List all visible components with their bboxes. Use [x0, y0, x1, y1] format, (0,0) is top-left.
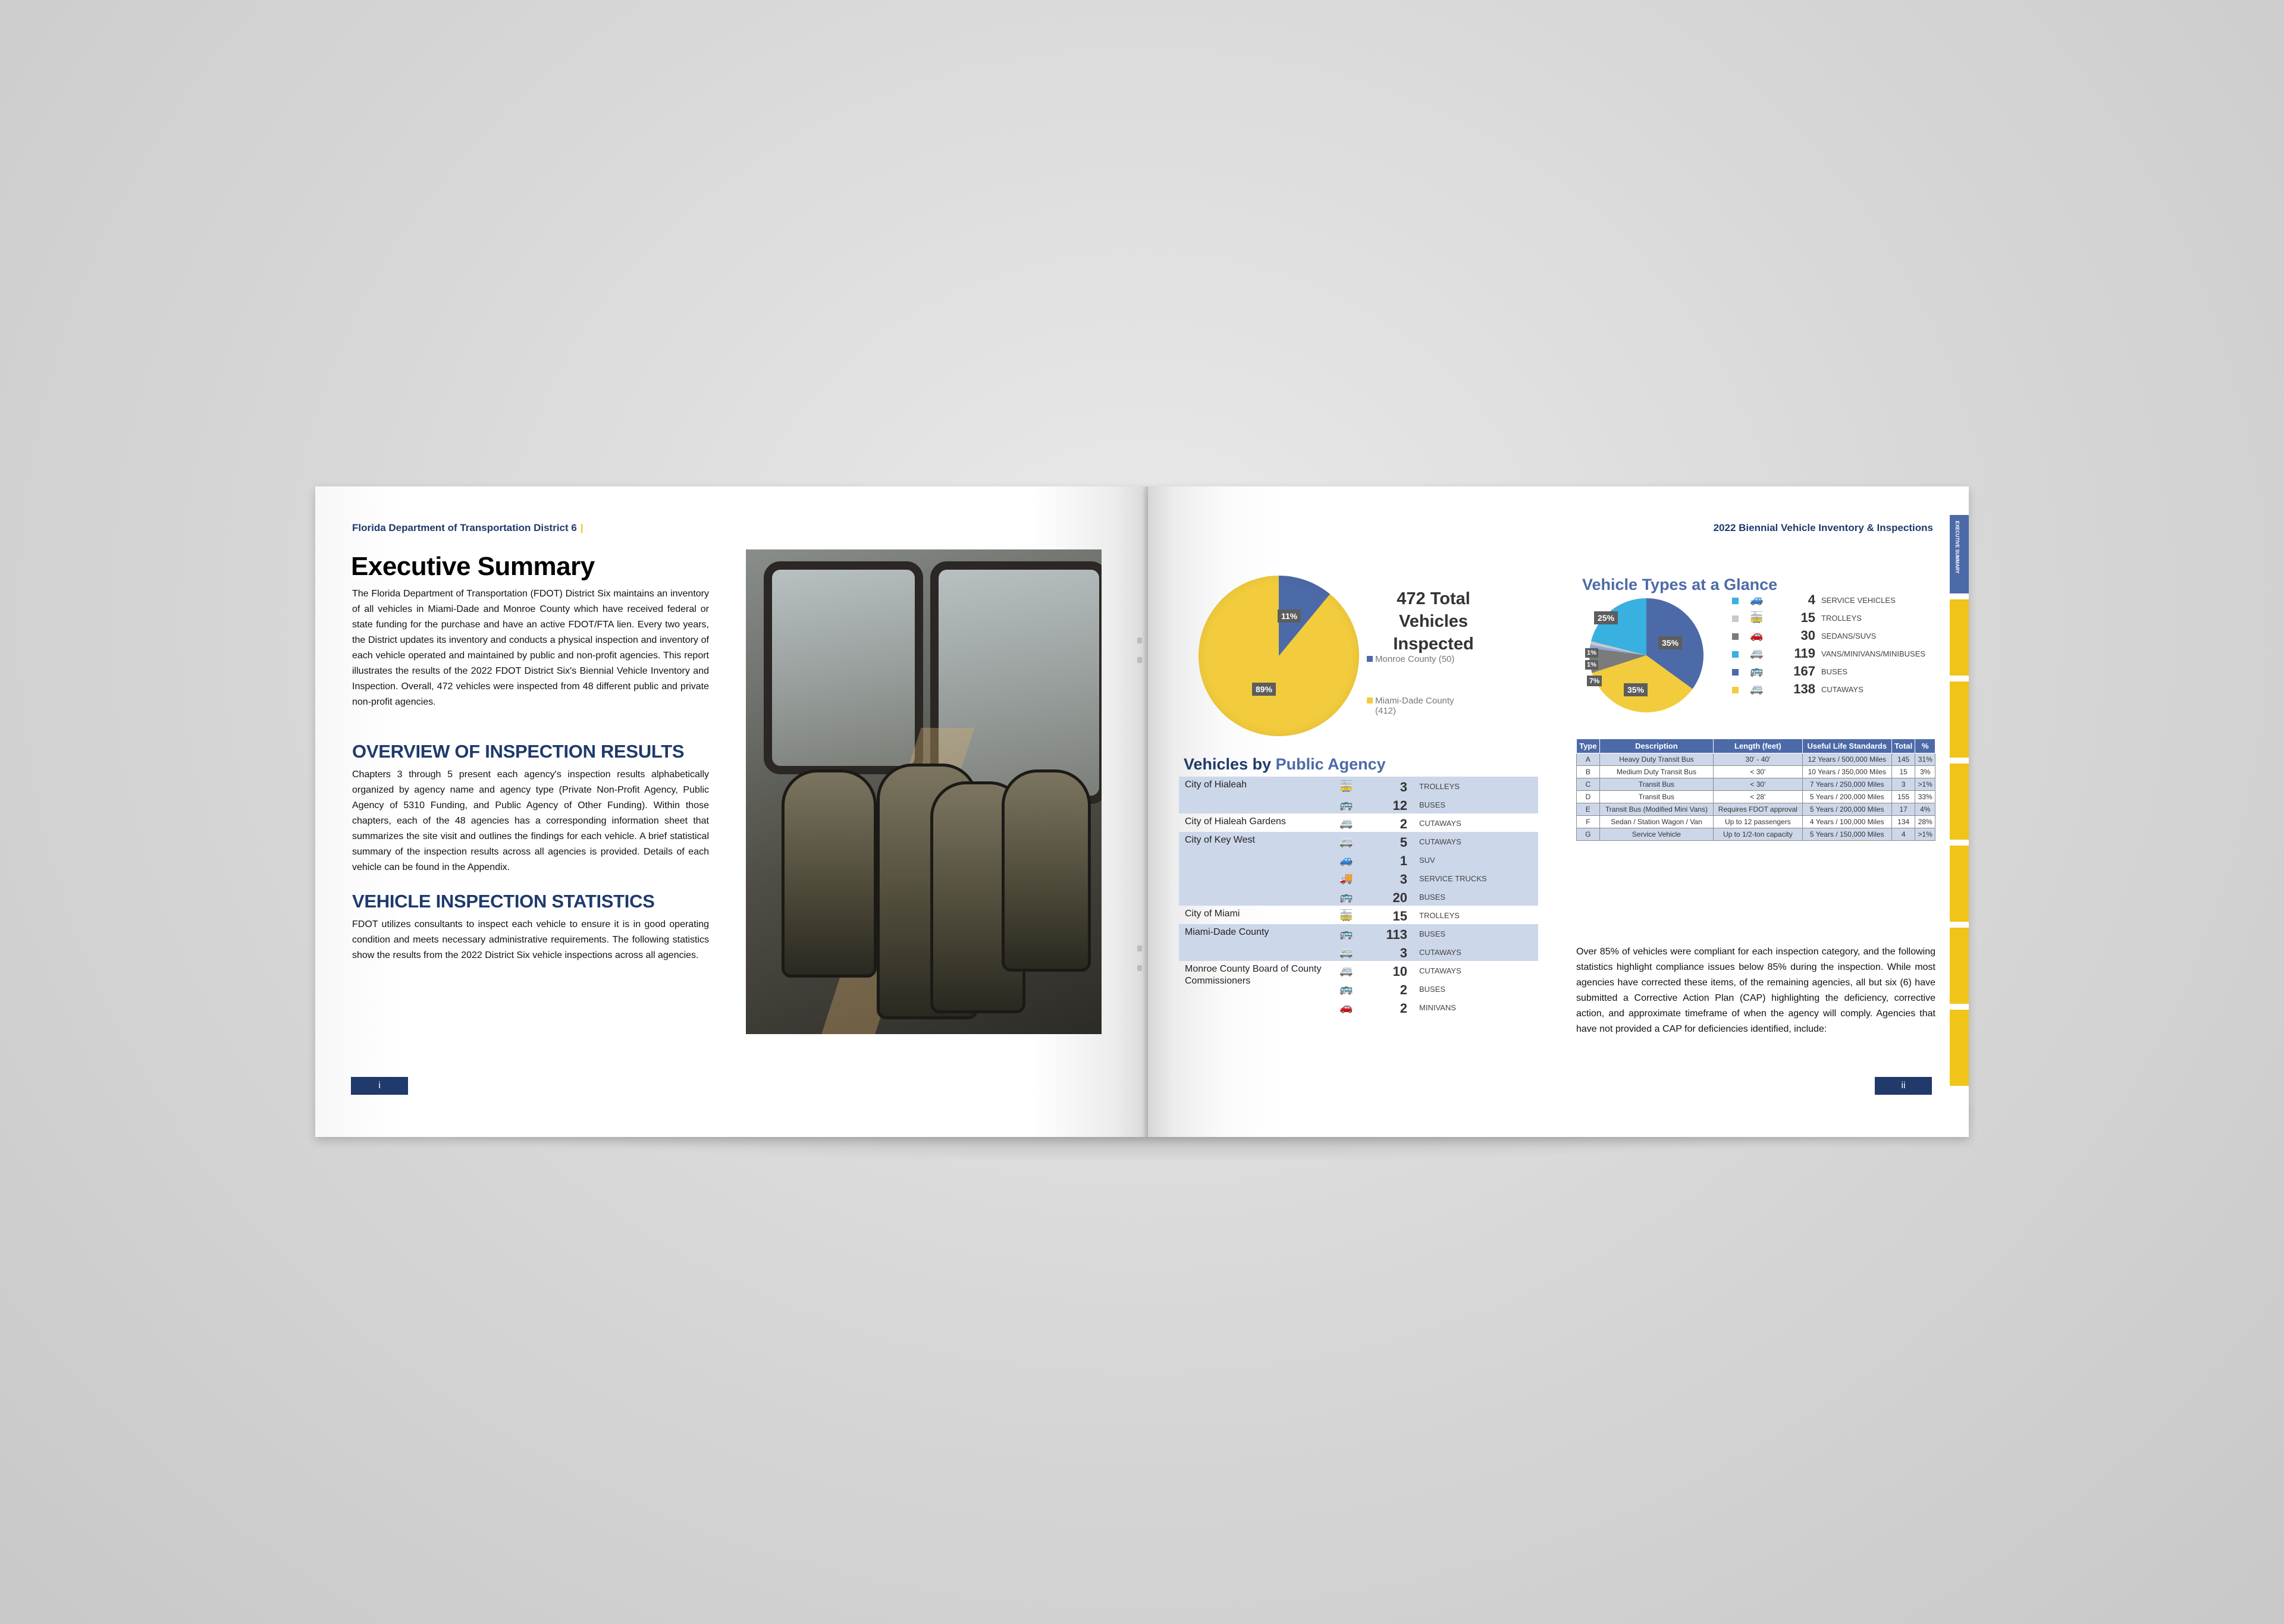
vehicle-type: SERVICE TRUCKS	[1419, 874, 1487, 883]
legend-swatch	[1367, 656, 1373, 662]
agency-vehicle-line	[1339, 887, 1538, 906]
vehicle-type: MINIVANS	[1419, 1003, 1456, 1012]
pie-label-service: 25%	[1594, 611, 1618, 624]
table-cell: D	[1577, 791, 1600, 803]
vehicle-type-label: SERVICE VEHICLES	[1821, 596, 1896, 605]
vehicle-type-legend-item	[1732, 646, 1958, 664]
table-cell: Medium Duty Transit Bus	[1599, 766, 1713, 778]
table-header-row	[1577, 739, 1935, 753]
legend-miami-count: (412)	[1375, 706, 1397, 716]
table-cell: 145	[1891, 753, 1915, 766]
compliance-paragraph: Over 85% of vehicles were compliant for each inspection category, and the following statistics highlight compliance issues below 85% during the inspection. While most agencies have corrected these items, of the remaining agencies, all but six (6) have submitted a Corrective Action Plan (CAP) highlighting the deficiency, corrective action, and approximate timeframe of when the agency will comply. Agencies that have not provided a CAP for deficiencies identified, include:	[1576, 947, 1935, 1034]
table-cell: 3%	[1915, 766, 1935, 778]
total-title-line1: 472 Total Vehicles	[1397, 589, 1470, 631]
vehicle-count: 3	[1400, 872, 1407, 887]
table-cell: Transit Bus (Modified Mini Vans)	[1599, 803, 1713, 816]
table-cell: 7 Years / 250,000 Miles	[1802, 778, 1891, 791]
vehicle-count: 20	[1392, 890, 1407, 905]
trolley-icon: 🚋	[1750, 611, 1764, 623]
table-cell: 15	[1891, 766, 1915, 778]
table-cell: 10 Years / 350,000 Miles	[1802, 766, 1891, 778]
legend-monroe-label: Monroe County (50)	[1375, 654, 1455, 664]
legend-monroe	[1367, 654, 1454, 664]
table-cell: 5 Years / 200,000 Miles	[1802, 791, 1891, 803]
useful-life-table	[1576, 739, 1935, 841]
vehicle-count: 2	[1400, 1001, 1407, 1016]
table-cell: A	[1577, 753, 1600, 766]
table-cell: Transit Bus	[1599, 778, 1713, 791]
vehicle-type-legend-item	[1732, 681, 1958, 699]
tab-executive-summary[interactable]	[1950, 515, 1969, 593]
legend-swatch	[1732, 615, 1739, 622]
intro-paragraph: The Florida Department of Transportation (FDOT) District Six maintains an inventory of all vehicles in Miami-Dade and Monroe County which have received federal or state funding for the purchase and have an active FDOT/FTA lien. Every two years, the District updates its inventory and conducts a physical inspection and inventory of each vehicle operated and maintained by public and non-profit agencies. This report illustrates the results of the 2022 FDOT District Six's Biennial Vehicle Inventory and Inspection. Overall, 472 vehicles were inspected from 48 different public and private non-profit agencies.	[352, 589, 709, 707]
vehicle-type-legend-item	[1732, 592, 1958, 610]
agency-row	[1179, 906, 1538, 924]
table-cell: 4	[1891, 828, 1915, 841]
sedan-icon: 🚗	[1750, 629, 1764, 641]
table-row	[1577, 816, 1935, 828]
table-cell: < 30'	[1714, 778, 1803, 791]
agency-vehicle-line	[1339, 906, 1538, 924]
cutaway-icon: 🚐	[1339, 965, 1353, 976]
county-pie-chart	[1199, 576, 1359, 736]
photo-window-left	[764, 561, 923, 774]
table-row	[1577, 803, 1935, 816]
agency-vehicle-line	[1339, 998, 1538, 1016]
table-cell: 33%	[1915, 791, 1935, 803]
bus-icon: 🚌	[1339, 983, 1353, 995]
vehicle-type: SUV	[1419, 856, 1435, 865]
legend-swatch	[1732, 687, 1739, 693]
vehicle-count: 3	[1400, 945, 1407, 960]
table-row	[1577, 828, 1935, 841]
agency-row	[1179, 961, 1538, 1016]
bus-icon: 🚌	[1339, 799, 1353, 811]
agency-row	[1179, 813, 1538, 832]
van-icon: 🚐	[1750, 647, 1764, 659]
left-page	[315, 486, 1148, 1137]
table-row	[1577, 753, 1935, 766]
vehicle-type-label: BUSES	[1821, 667, 1848, 676]
agency-vehicle-line	[1339, 869, 1538, 887]
table-cell: 17	[1891, 803, 1915, 816]
chapter-tab[interactable]	[1950, 764, 1969, 840]
agency-vehicle-line	[1339, 961, 1538, 979]
table-cell: Up to 12 passengers	[1714, 816, 1803, 828]
vehicle-type-label: SEDANS/SUVS	[1821, 632, 1877, 640]
legend-swatch	[1732, 598, 1739, 604]
table-cell: 5 Years / 200,000 Miles	[1802, 803, 1891, 816]
vehicle-type: CUTAWAYS	[1419, 837, 1461, 846]
total-vehicles-title	[1362, 588, 1505, 655]
agency-name: City of Key West	[1185, 835, 1255, 845]
table-cell: Heavy Duty Transit Bus	[1599, 753, 1713, 766]
vehicle-count: 3	[1400, 780, 1407, 794]
vpa-title-part1: Vehicles by	[1184, 755, 1276, 773]
table-cell: >1%	[1915, 828, 1935, 841]
table-header-cell: %	[1915, 739, 1935, 753]
table-cell: < 30'	[1714, 766, 1803, 778]
tab-executive-summary-label: EXECUTIVE SUMMARY	[1954, 521, 1960, 574]
table-header-cell: Useful Life Standards	[1802, 739, 1891, 753]
table-cell: C	[1577, 778, 1600, 791]
vehicle-type: CUTAWAYS	[1419, 966, 1461, 975]
right-running-header: 2022 Biennial Vehicle Inventory & Inspections	[1713, 522, 1933, 533]
page-number-right: ii	[1875, 1077, 1932, 1095]
suv-icon: 🚙	[1339, 854, 1353, 866]
agency-row	[1179, 777, 1538, 813]
agency-vehicle-line	[1339, 924, 1538, 943]
page-title: Executive Summary	[351, 552, 595, 581]
table-cell: < 28'	[1714, 791, 1803, 803]
pie-label-cutaways: 35%	[1624, 683, 1648, 696]
table-cell: Sedan / Station Wagon / Van	[1599, 816, 1713, 828]
vehicle-type-count: 167	[1793, 664, 1815, 679]
agency-vehicle-line	[1339, 943, 1538, 961]
agency-name: Miami-Dade County	[1185, 927, 1269, 937]
vehicle-type: CUTAWAYS	[1419, 948, 1461, 957]
pie-label-monroe: 11%	[1278, 610, 1301, 623]
left-header-text: Florida Department of Transportation District 6	[352, 522, 577, 533]
chapter-tab[interactable]	[1950, 928, 1969, 1004]
service-vehicle-icon: 🚙	[1750, 593, 1764, 605]
vehicle-count: 2	[1400, 816, 1407, 831]
legend-swatch	[1732, 633, 1739, 640]
agency-vehicle-line	[1339, 979, 1538, 998]
vehicle-types-title: Vehicle Types at a Glance	[1582, 576, 1778, 593]
vehicle-type: BUSES	[1419, 929, 1446, 938]
legend-swatch	[1367, 698, 1373, 703]
vehicle-count: 2	[1400, 982, 1407, 997]
photo-seat	[1002, 769, 1091, 972]
service-truck-icon: 🚚	[1339, 872, 1353, 884]
photo-seat	[782, 769, 877, 978]
vehicle-count: 15	[1392, 909, 1407, 923]
section-heading-statistics: VEHICLE INSPECTION STATISTICS	[352, 891, 655, 912]
pie-label-sedans: 7%	[1587, 676, 1602, 686]
agency-name: Monroe County Board of County Commissioners	[1185, 964, 1322, 986]
table-cell: 155	[1891, 791, 1915, 803]
vehicle-type: BUSES	[1419, 985, 1446, 994]
table-cell: Service Vehicle	[1599, 828, 1713, 841]
table-cell: 134	[1891, 816, 1915, 828]
trolley-icon: 🚋	[1339, 780, 1353, 792]
table-cell: 4 Years / 100,000 Miles	[1802, 816, 1891, 828]
legend-swatch	[1732, 669, 1739, 676]
vehicles-by-agency-list	[1179, 777, 1538, 1016]
vehicle-count: 113	[1386, 927, 1407, 942]
staple	[1137, 657, 1142, 663]
vehicle-type: TROLLEYS	[1419, 911, 1460, 920]
bus-icon: 🚌	[1339, 928, 1353, 940]
cutaway-icon: 🚐	[1750, 683, 1764, 695]
header-divider: |	[580, 522, 583, 533]
table-cell: F	[1577, 816, 1600, 828]
agency-row	[1179, 924, 1538, 961]
pie-label-miami: 89%	[1252, 683, 1276, 696]
agency-name: City of Hialeah	[1185, 780, 1247, 790]
agency-name: City of Hialeah Gardens	[1185, 816, 1286, 827]
vehicle-type: TROLLEYS	[1419, 782, 1460, 791]
vehicle-type-label: CUTAWAYS	[1821, 685, 1863, 694]
agency-vehicle-line	[1339, 850, 1538, 869]
vehicle-type-label: VANS/MINIVANS/MINIBUSES	[1821, 649, 1926, 658]
table-cell: 5 Years / 150,000 Miles	[1802, 828, 1891, 841]
agency-vehicle-line	[1339, 795, 1538, 813]
table-cell: 31%	[1915, 753, 1935, 766]
pie-label-small: 1%	[1585, 660, 1598, 670]
table-cell: >1%	[1915, 778, 1935, 791]
vehicle-type-count: 119	[1794, 646, 1815, 661]
vehicle-type-legend-item	[1732, 610, 1958, 628]
table-cell: 28%	[1915, 816, 1935, 828]
table-cell: G	[1577, 828, 1600, 841]
vehicle-type-label: TROLLEYS	[1821, 614, 1862, 623]
staple	[1137, 637, 1142, 643]
staple	[1137, 945, 1142, 951]
agency-vehicle-line	[1339, 813, 1538, 832]
table-cell: 30' - 40'	[1714, 753, 1803, 766]
vpa-title-part2: Public Agency	[1275, 755, 1386, 773]
vehicle-type: BUSES	[1419, 893, 1446, 901]
pie-label-buses: 35%	[1658, 636, 1682, 649]
legend-miami-label: Miami-Dade County	[1375, 696, 1454, 706]
statistics-paragraph: FDOT utilizes consultants to inspect each vehicle to ensure it is in good operating condition and meets necessary administrative requirements. The following statistics show the results from the 2022 District Six vehicle inspections across all agencies.	[352, 919, 709, 960]
section-heading-overview: OVERVIEW OF INSPECTION RESULTS	[352, 741, 685, 762]
vehicle-type-count: 15	[1800, 610, 1815, 625]
table-cell: Requires FDOT approval	[1714, 803, 1803, 816]
table-cell: E	[1577, 803, 1600, 816]
agency-row	[1179, 832, 1538, 906]
bus-icon: 🚌	[1750, 665, 1764, 677]
chapter-tab[interactable]	[1950, 1010, 1969, 1086]
agency-vehicle-line	[1339, 777, 1538, 795]
table-header-cell: Type	[1577, 739, 1600, 753]
table-header-cell: Length (feet)	[1714, 739, 1803, 753]
table-cell: B	[1577, 766, 1600, 778]
vehicle-count: 10	[1392, 964, 1407, 979]
vehicle-type-legend-item	[1732, 664, 1958, 681]
vehicle-count: 12	[1392, 798, 1407, 813]
vehicles-by-agency-title	[1184, 755, 1386, 774]
table-row	[1577, 778, 1935, 791]
legend-swatch	[1732, 651, 1739, 658]
table-body	[1577, 753, 1935, 841]
table-cell: 3	[1891, 778, 1915, 791]
right-page	[1148, 486, 1969, 1137]
table-cell: Up to 1/2-ton capacity	[1714, 828, 1803, 841]
agency-name: City of Miami	[1185, 909, 1240, 919]
vehicle-count: 5	[1400, 835, 1407, 850]
trolley-icon: 🚋	[1339, 909, 1353, 921]
left-running-header	[352, 522, 583, 534]
cutaway-icon: 🚐	[1339, 835, 1353, 847]
table-row	[1577, 791, 1935, 803]
vehicle-count: 1	[1400, 853, 1407, 868]
table-cell: 4%	[1915, 803, 1935, 816]
vehicle-type: BUSES	[1419, 800, 1446, 809]
overview-paragraph: Chapters 3 through 5 present each agency's inspection results alphabetically organized by agency name and agency type (Private Non-Profit Agency, Public Agency of 5310 Funding, and Public Agency of Other Funding). Within those chapters, each of the 48 agencies has a corresponding information sheet that summarizes the site visit and outlines the findings for each vehicle. A brief statistical summary of the inspection results across all agencies is provided. Details of each vehicle can be found in the Appendix.	[352, 769, 709, 872]
agency-vehicle-line	[1339, 832, 1538, 850]
table-header-cell: Description	[1599, 739, 1713, 753]
legend-miami	[1367, 696, 1454, 716]
vehicle-type-count: 138	[1793, 681, 1815, 696]
bus-icon: 🚌	[1339, 891, 1353, 903]
pie-label-trolleys: 1%	[1585, 648, 1598, 658]
table-cell: 12 Years / 500,000 Miles	[1802, 753, 1891, 766]
page-number-left: i	[351, 1077, 408, 1095]
cutaway-icon: 🚐	[1339, 946, 1353, 958]
table-header-cell: Total	[1891, 739, 1915, 753]
bus-interior-photo	[746, 549, 1102, 1034]
vehicle-type-count: 4	[1808, 592, 1815, 607]
vehicle-type-legend-item	[1732, 628, 1958, 646]
total-title-line2: Inspected	[1393, 634, 1474, 654]
table-row	[1577, 766, 1935, 778]
vehicle-type-count: 30	[1800, 628, 1815, 643]
chapter-tab[interactable]	[1950, 846, 1969, 922]
vehicle-type: CUTAWAYS	[1419, 819, 1461, 828]
minivan-icon: 🚗	[1339, 1001, 1353, 1013]
table-cell: Transit Bus	[1599, 791, 1713, 803]
staple	[1137, 965, 1142, 971]
cutaway-icon: 🚐	[1339, 817, 1353, 829]
